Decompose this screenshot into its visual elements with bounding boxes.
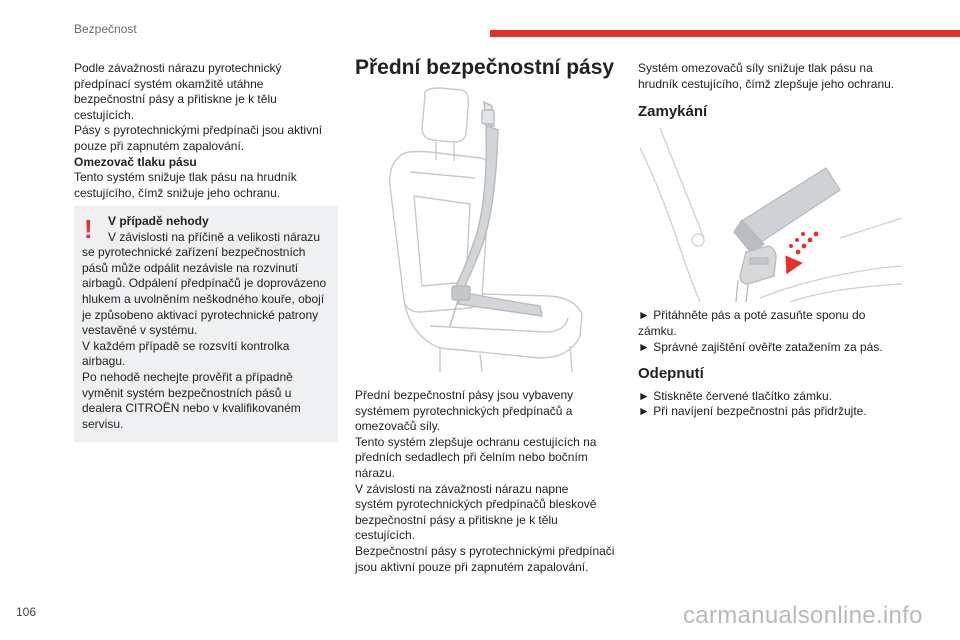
limiter-heading: Omezovač tlaku pásu [74,154,197,169]
accent-bar [490,30,960,37]
text-line: V závislosti na příčině a velikosti nárazu [108,229,321,244]
text-line: ► Přitáhněte pás a poté zasuňte sponu do [638,308,866,322]
column-left [74,61,340,201]
text-line: Po nehodě nechejte prověřit a případně [82,369,293,384]
text-line: Pásy s pyrotechnickými předpínači jsou aktivní [74,123,323,138]
text-line: omezovačů síly. [355,419,441,434]
page-title: Přední bezpečnostní pásy [355,56,615,79]
text-line: se pyrotechnické zařízení bezpečnostních [82,245,306,260]
text-line: pouze při zapnutém zapalování. [74,138,245,153]
text-line: jsou aktivní pouze při zapnutém zapalování. [355,559,589,574]
text-line: bezpečnostní pásy a přitiskne je k tělu [355,512,558,527]
warning-title: V případě nehody [108,214,209,228]
text-line: Systém omezovačů síly snižuje tlak pásu na [638,61,873,75]
warning-box [74,206,338,442]
exclamation-icon: ! [84,214,93,244]
text-line: Tento systém snižuje tlak pásu na hrudník [74,170,297,185]
text-line: vyměnit systém bezpečnostních pásů u [82,385,292,400]
seat-illustration [370,86,610,376]
text-line: V každém případě se rozsvítí kontrolka [82,338,290,353]
text-line: dealera CITROËN nebo v kvalifikovaném [82,401,301,416]
watermark: carmanualsonline.info [683,602,923,629]
text-line: pásů může odpálit nezávisle na rozvinutí [82,260,299,275]
text-line: zámku. [638,323,677,338]
text-line: cestujícího, čímž snižuje jeho ochranu. [74,185,281,200]
text-line: airbagu. [82,354,126,369]
unlock-step-2: ► Při navíjení bezpečnostní pás přidržujte. [638,404,867,418]
text-line: Bezpečnostní pásy s pyrotechnickými předpínači [355,543,615,558]
text-line: V závislosti na závažnosti nárazu napne [355,481,569,496]
page-number: 106 [16,605,37,619]
text-line: airbagů. Odpálení předpínačů je doprovázeno [82,276,327,291]
column-right [638,61,910,92]
section-title: Bezpečnost [74,22,137,36]
text-line: předních sedadlech při čelním nebo bočním [355,450,588,465]
text-line: předpínací systém okamžitě utáhne [74,76,264,91]
lock-step-2: ► Správné zajištění ověřte zatažením za pás. [638,340,883,354]
text-line: Tento systém zlepšuje ochranu cestujících na [355,434,597,449]
lock-heading: Zamykání [638,103,708,120]
buckle-illustration [640,128,902,302]
warning-text [82,214,334,432]
text-line: hlukem a uvolněním neškodného kouře, obojí [82,291,325,306]
text-line: systémem pyrotechnických předpínačů a [355,403,573,418]
text-line: hrudník cestujícího, čímž zlepšuje jeho ochranu. [638,76,895,91]
text-line: systém pyrotechnických předpínačů bleskově [355,497,597,512]
text-line: nárazu. [355,465,396,480]
text-line: cestujících. [74,107,135,122]
lock-step-1 [638,308,910,339]
text-line: servisu. [82,416,124,431]
text-line: bezpečnostní pásy a přitiskne je k tělu [74,92,277,107]
text-line: Podle závažnosti nárazu pyrotechnický [74,61,282,75]
unlock-step-1: ► Stiskněte červené tlačítko zámku. [638,389,832,403]
front-belts-text [355,388,625,575]
unlock-heading: Odepnutí [638,365,704,382]
text-line: je způsobeno aktivací pyrotechnické patrony [82,307,319,322]
text-line: Přední bezpečnostní pásy jsou vybaveny [355,388,574,402]
text-line: cestujících. [355,528,416,543]
text-line: vestavěné v systému. [82,323,198,338]
